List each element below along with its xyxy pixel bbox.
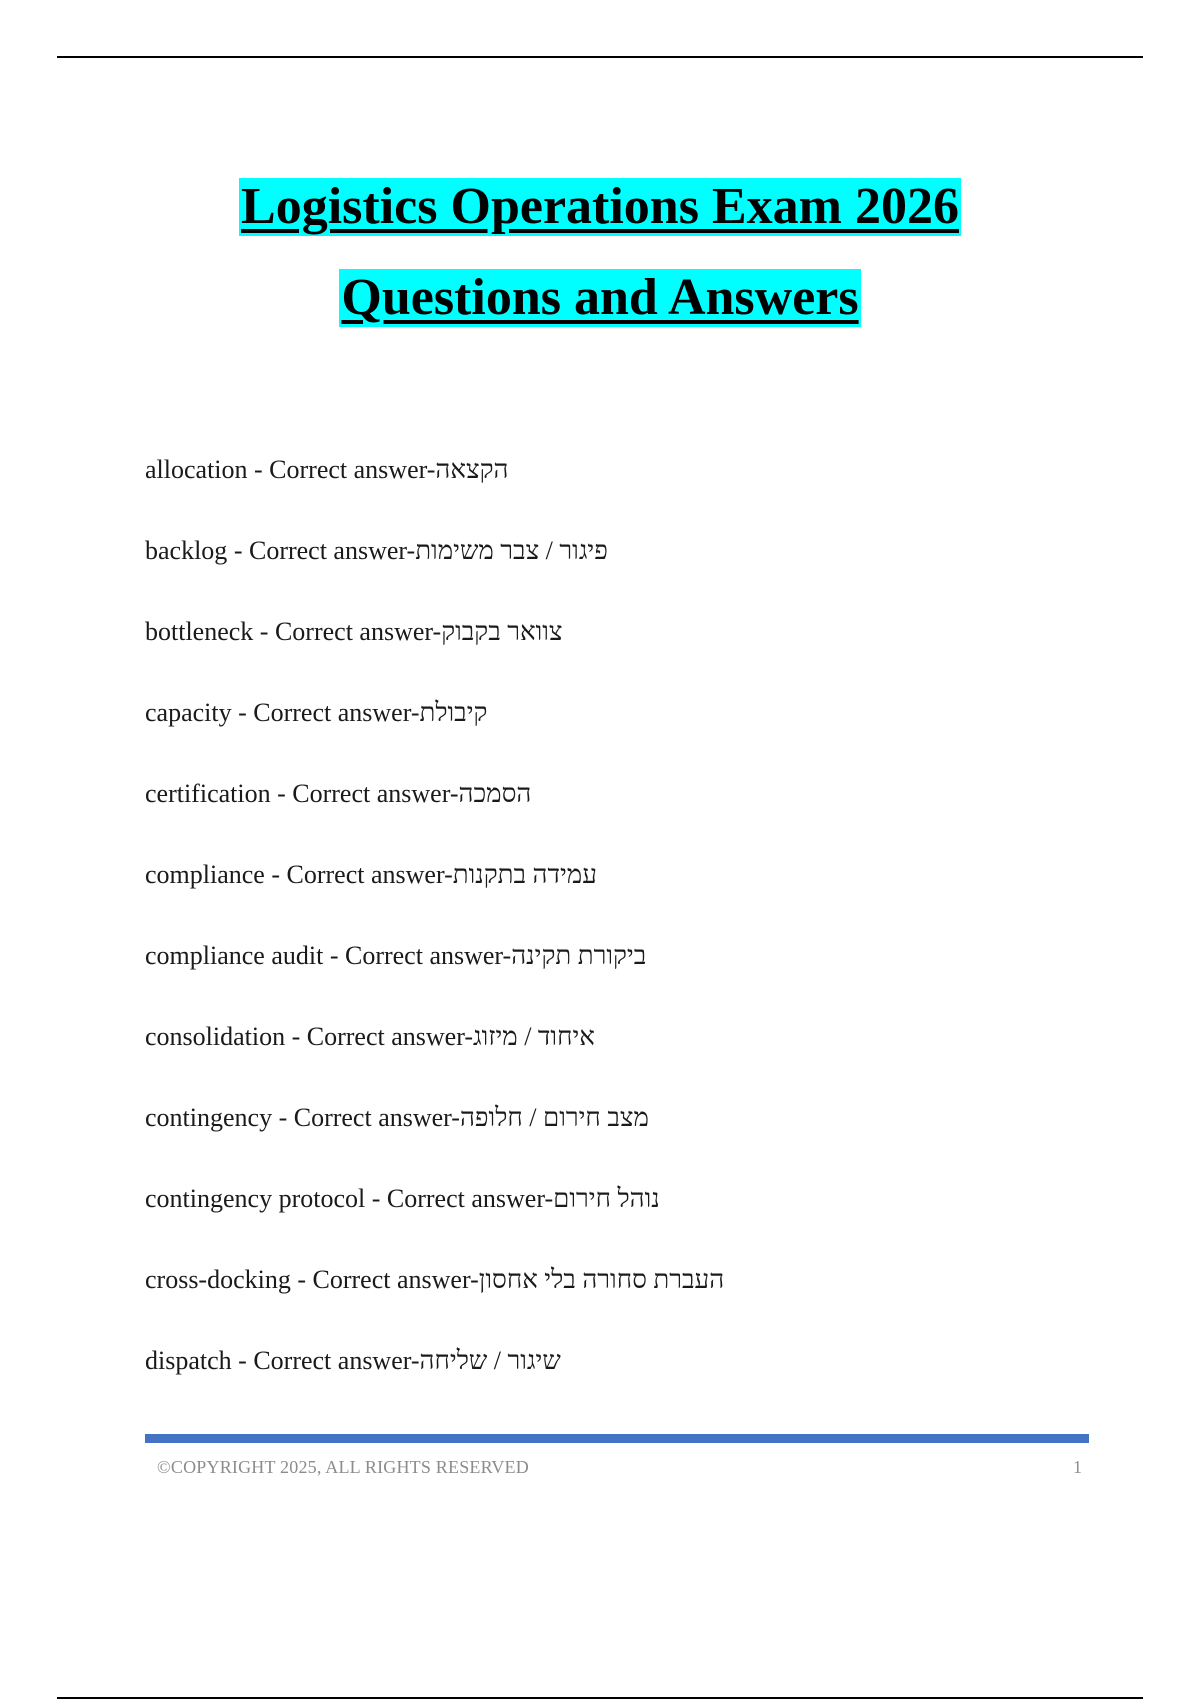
list-item: [145, 1098, 1095, 1179]
answer-separator: - Correct answer-: [285, 1022, 473, 1051]
answer: צוואר בקבוק: [441, 617, 563, 646]
answer-separator: - Correct answer-: [272, 1103, 460, 1132]
list-item: [145, 693, 1095, 774]
term: contingency: [145, 1103, 273, 1132]
list-item: [145, 1260, 1095, 1341]
answer-separator: - Correct answer-: [323, 941, 512, 970]
term: backlog: [145, 536, 228, 565]
term: cross-docking: [145, 1265, 291, 1294]
list-item: [145, 855, 1095, 936]
answer: מצב חירום / חלופה: [459, 1103, 649, 1132]
document-title: [0, 178, 1200, 327]
answer: קיבולת: [419, 698, 488, 727]
answer: העברת סחורה בלי אחסון: [478, 1265, 725, 1294]
title-line-2: Questions and Answers: [341, 269, 859, 326]
answer: עמידה בתקנות: [452, 860, 597, 889]
answer-separator: - Correct answer-: [231, 698, 420, 727]
answer: ביקורת תקינה: [511, 941, 647, 970]
answer: שיגור / שליחה: [419, 1346, 561, 1375]
answer-separator: - Correct answer-: [365, 1184, 554, 1213]
term: capacity: [145, 698, 232, 727]
bottom-rule: [57, 1697, 1143, 1699]
answer: איחוד / מיזוג: [472, 1022, 595, 1051]
list-item: [145, 450, 1095, 531]
title-line-1: Logistics Operations Exam 2026: [241, 178, 959, 235]
footer-divider: [145, 1434, 1089, 1443]
answer: הסמכה: [458, 779, 532, 808]
list-item: [145, 531, 1095, 612]
answer-separator: - Correct answer-: [227, 536, 416, 565]
answer-separator: - Correct answer-: [290, 1265, 479, 1294]
page-number: 1: [1073, 1457, 1082, 1477]
answer: פיגור / צבר משימות: [415, 536, 608, 565]
term: compliance audit: [145, 941, 324, 970]
answer-separator: - Correct answer-: [253, 617, 442, 646]
answer-separator: - Correct answer-: [270, 779, 459, 808]
list-item: [145, 1179, 1095, 1260]
term: allocation: [145, 455, 248, 484]
answer: הקצאה: [435, 455, 509, 484]
answer-separator: - Correct answer-: [264, 860, 453, 889]
answer-separator: - Correct answer-: [247, 455, 436, 484]
top-rule: [57, 56, 1143, 58]
term: dispatch: [145, 1346, 232, 1375]
term: bottleneck: [145, 617, 254, 646]
list-item: [145, 936, 1095, 1017]
footer-copyright: ©COPYRIGHT 2025, ALL RIGHTS RESERVED: [157, 1457, 529, 1477]
term: consolidation: [145, 1022, 286, 1051]
answer: נוהל חירום: [553, 1184, 660, 1213]
term: compliance: [145, 860, 265, 889]
list-item: [145, 774, 1095, 855]
qa-list: [145, 450, 1095, 1422]
list-item: [145, 1017, 1095, 1098]
term: contingency protocol: [145, 1184, 366, 1213]
list-item: [145, 612, 1095, 693]
answer-separator: - Correct answer-: [231, 1346, 420, 1375]
term: certification: [145, 779, 271, 808]
list-item: [145, 1341, 1095, 1422]
